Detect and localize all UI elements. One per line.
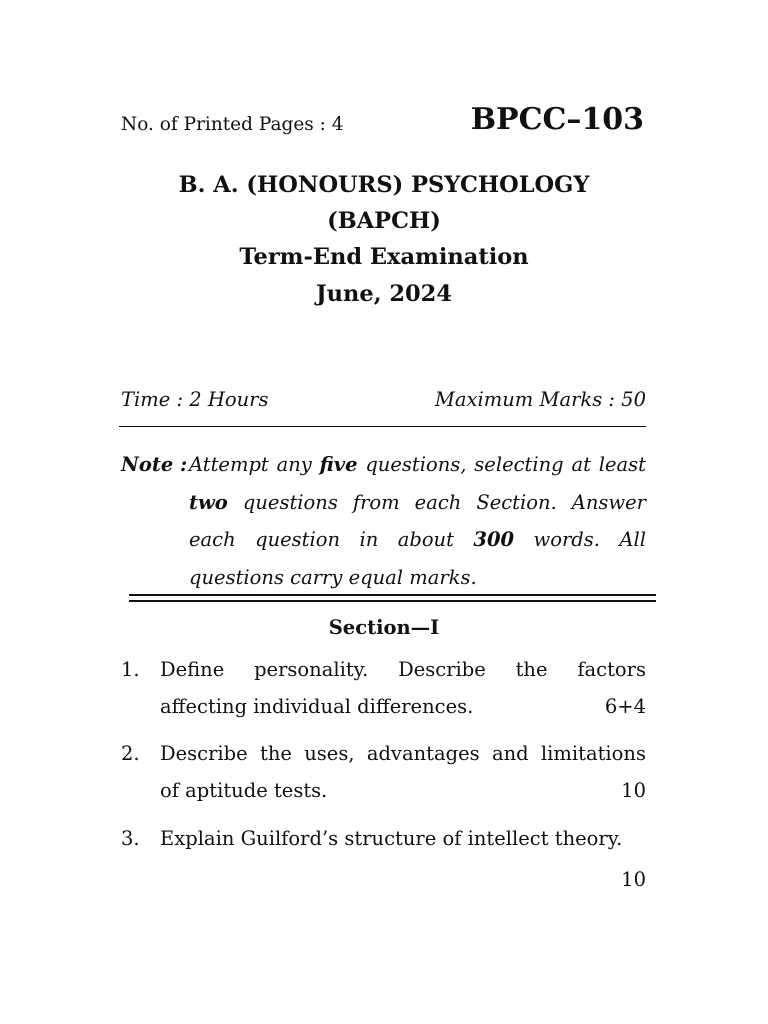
note-line: each question in about 300 words. All — [189, 528, 646, 551]
note-label: Note : — [121, 453, 188, 476]
question-text-line: Describe the uses, advantages and limitations — [160, 742, 646, 765]
divider — [119, 426, 646, 427]
programme-title: B. A. (HONOURS) PSYCHOLOGY — [178, 172, 590, 198]
question-text-line: Define personality. Describe the factors — [160, 658, 646, 681]
printed-pages-count: No. of Printed Pages : 4 — [121, 114, 344, 135]
question-number: 3. — [121, 827, 140, 850]
time-allowed: Time : 2 Hours — [121, 388, 269, 411]
question-text-line: affecting individual differences. — [160, 695, 474, 718]
exam-name: Term-End Examination — [239, 244, 529, 270]
exam-info-row — [121, 388, 646, 411]
section-heading: Section—I — [328, 616, 440, 639]
maximum-marks: Maximum Marks : 50 — [434, 388, 646, 411]
question-marks: 6+4 — [604, 695, 646, 718]
double-divider — [129, 594, 656, 602]
question-text-line: Explain Guilford’s structure of intellect theory. — [160, 827, 623, 850]
note-line: questions carry equal marks. — [189, 565, 477, 589]
exam-session: June, 2024 — [316, 281, 452, 307]
question-marks: 10 — [621, 868, 646, 891]
instructions-note — [121, 446, 646, 596]
course-code: BPCC–103 — [470, 102, 644, 137]
note-body — [189, 446, 646, 596]
question-marks: 10 — [621, 779, 646, 802]
programme-code: (BAPCH) — [327, 208, 441, 234]
question-number: 2. — [121, 742, 140, 765]
question-number: 1. — [121, 658, 140, 681]
question-text-line: of aptitude tests. — [160, 779, 328, 802]
note-line: two questions from each Section. Answer — [189, 490, 646, 514]
note-line: Attempt any five questions, selecting at least — [189, 453, 646, 476]
